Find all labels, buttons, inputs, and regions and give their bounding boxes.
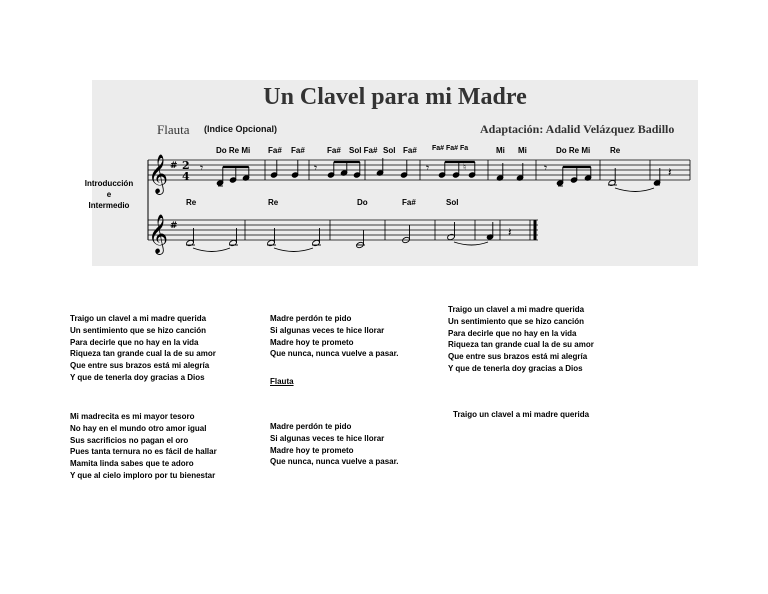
lyric-line: Mi madrecita es mi mayor tesoro [70, 412, 195, 421]
note-names-row1 [216, 145, 621, 155]
lyrics-col1-stanza1 [70, 313, 216, 384]
key-signature-sharp-icon: # [170, 221, 178, 231]
lyric-line: Y que al cielo imploro por tu bienestar [70, 470, 216, 480]
arranger-credit: Adaptación: Adalid Velázquez Badillo [480, 122, 675, 136]
lyrics-col3-stanza1 [448, 304, 594, 375]
lyric-line: Un sentimiento que se hizo canción [70, 325, 207, 335]
note-name: Sol [383, 146, 396, 155]
instrument-label: Flauta [157, 122, 190, 137]
note-name: Do [357, 198, 368, 207]
lyrics-col2-stanza2 [270, 421, 399, 468]
note-name: Do Re Mi [216, 146, 251, 155]
notes-row2 [186, 222, 512, 252]
note-name: Fa# [268, 146, 282, 155]
lyric-line: Que nunca, nunca vuelve a pasar. [270, 457, 399, 467]
section-label-line: Intermedio [88, 201, 130, 210]
lyrics-col1-stanza2 [70, 411, 217, 482]
lyric-line: Mamita linda sabes que te adoro [70, 459, 194, 469]
lyric-line: Madre perdón te pido [270, 422, 352, 431]
lyric-line: Pues tanta ternura no es fácil de hallar [70, 447, 217, 457]
note-name: Sol Fa# [349, 146, 378, 155]
section-label-line: Introducción [84, 179, 134, 188]
lyrics-col2-stanza1 [270, 313, 399, 360]
key-signature-sharp-icon: # [170, 161, 178, 171]
lyric-line: Riqueza tan grande cual la de su amor [448, 340, 594, 350]
note-name: Fa# [403, 146, 417, 155]
note-name: Fa# [327, 146, 341, 155]
note-name: Do Re Mi [556, 146, 591, 155]
note-name: Re [610, 146, 621, 155]
lyric-line: Madre hoy te prometo [270, 337, 354, 347]
lyric-line: Un sentimiento que se hizo canción [448, 316, 585, 326]
lyrics-col3-closing-line: Traigo un clavel a mi madre querida [453, 410, 590, 419]
lyric-line: Para decirle que no hay en la vida [448, 328, 577, 338]
quarter-rest-icon: 𝄽 [668, 165, 672, 179]
treble-clef-icon: 𝄞 [148, 214, 169, 254]
staff-lines-row2 [148, 220, 538, 240]
lyric-line: Que entre sus brazos está mi alegría [448, 352, 588, 362]
natural-sign-icon: ♮ [463, 163, 467, 173]
song-title: Un Clavel para mi Madre [263, 84, 527, 110]
time-signature-bottom: 4 [182, 170, 190, 183]
lyric-line: Si algunas veces te hice llorar [270, 433, 385, 443]
eighth-rest-icon: 𝄾 [314, 161, 318, 175]
index-note: (Indice Opcional) [204, 124, 278, 134]
treble-clef-icon: 𝄞 [148, 154, 169, 194]
lyric-line: Traigo un clavel a mi madre querida [448, 305, 585, 314]
lyric-line: Si algunas veces te hice llorar [270, 325, 385, 335]
lyric-line: Sus sacrificios no pagan el oro [70, 435, 189, 445]
note-name: Fa# [291, 146, 305, 155]
flute-interlude-marker: Flauta [270, 377, 294, 386]
lyric-line: Y que de tenerla doy gracias a Dios [70, 372, 205, 382]
note-name: Fa# Fa# Fa [432, 145, 469, 152]
staff-lines-row1 [148, 160, 690, 180]
lyric-line: Madre hoy te prometo [270, 445, 354, 455]
note-name: Mi [518, 146, 527, 155]
eighth-rest-icon: 𝄾 [426, 161, 430, 175]
note-name: Re [186, 198, 197, 207]
note-name: Fa# [402, 198, 416, 207]
lyric-line: Traigo un clavel a mi madre querida [70, 314, 207, 323]
lyric-line: No hay en el mundo otro amor igual [70, 423, 207, 433]
note-name: Re [268, 198, 279, 207]
lyric-line: Que nunca, nunca vuelve a pasar. [270, 349, 399, 359]
eighth-rest-icon: 𝄾 [200, 161, 204, 175]
time-signature-top: 2 [182, 159, 190, 172]
lyric-line: Y que de tenerla doy gracias a Dios [448, 363, 583, 373]
quarter-rest-icon: 𝄽 [508, 225, 512, 239]
note-name: Mi [496, 146, 505, 155]
note-names-row2 [186, 198, 458, 207]
eighth-rest-icon: 𝄾 [544, 161, 548, 175]
section-label-line: e [106, 190, 112, 199]
lyric-line: Para decirle que no hay en la vida [70, 337, 199, 347]
lyric-line: Riqueza tan grande cual la de su amor [70, 349, 216, 359]
lyric-line: Madre perdón te pido [270, 314, 352, 323]
note-name: Sol [446, 198, 459, 207]
lyric-line: Que entre sus brazos está mi alegría [70, 361, 210, 371]
